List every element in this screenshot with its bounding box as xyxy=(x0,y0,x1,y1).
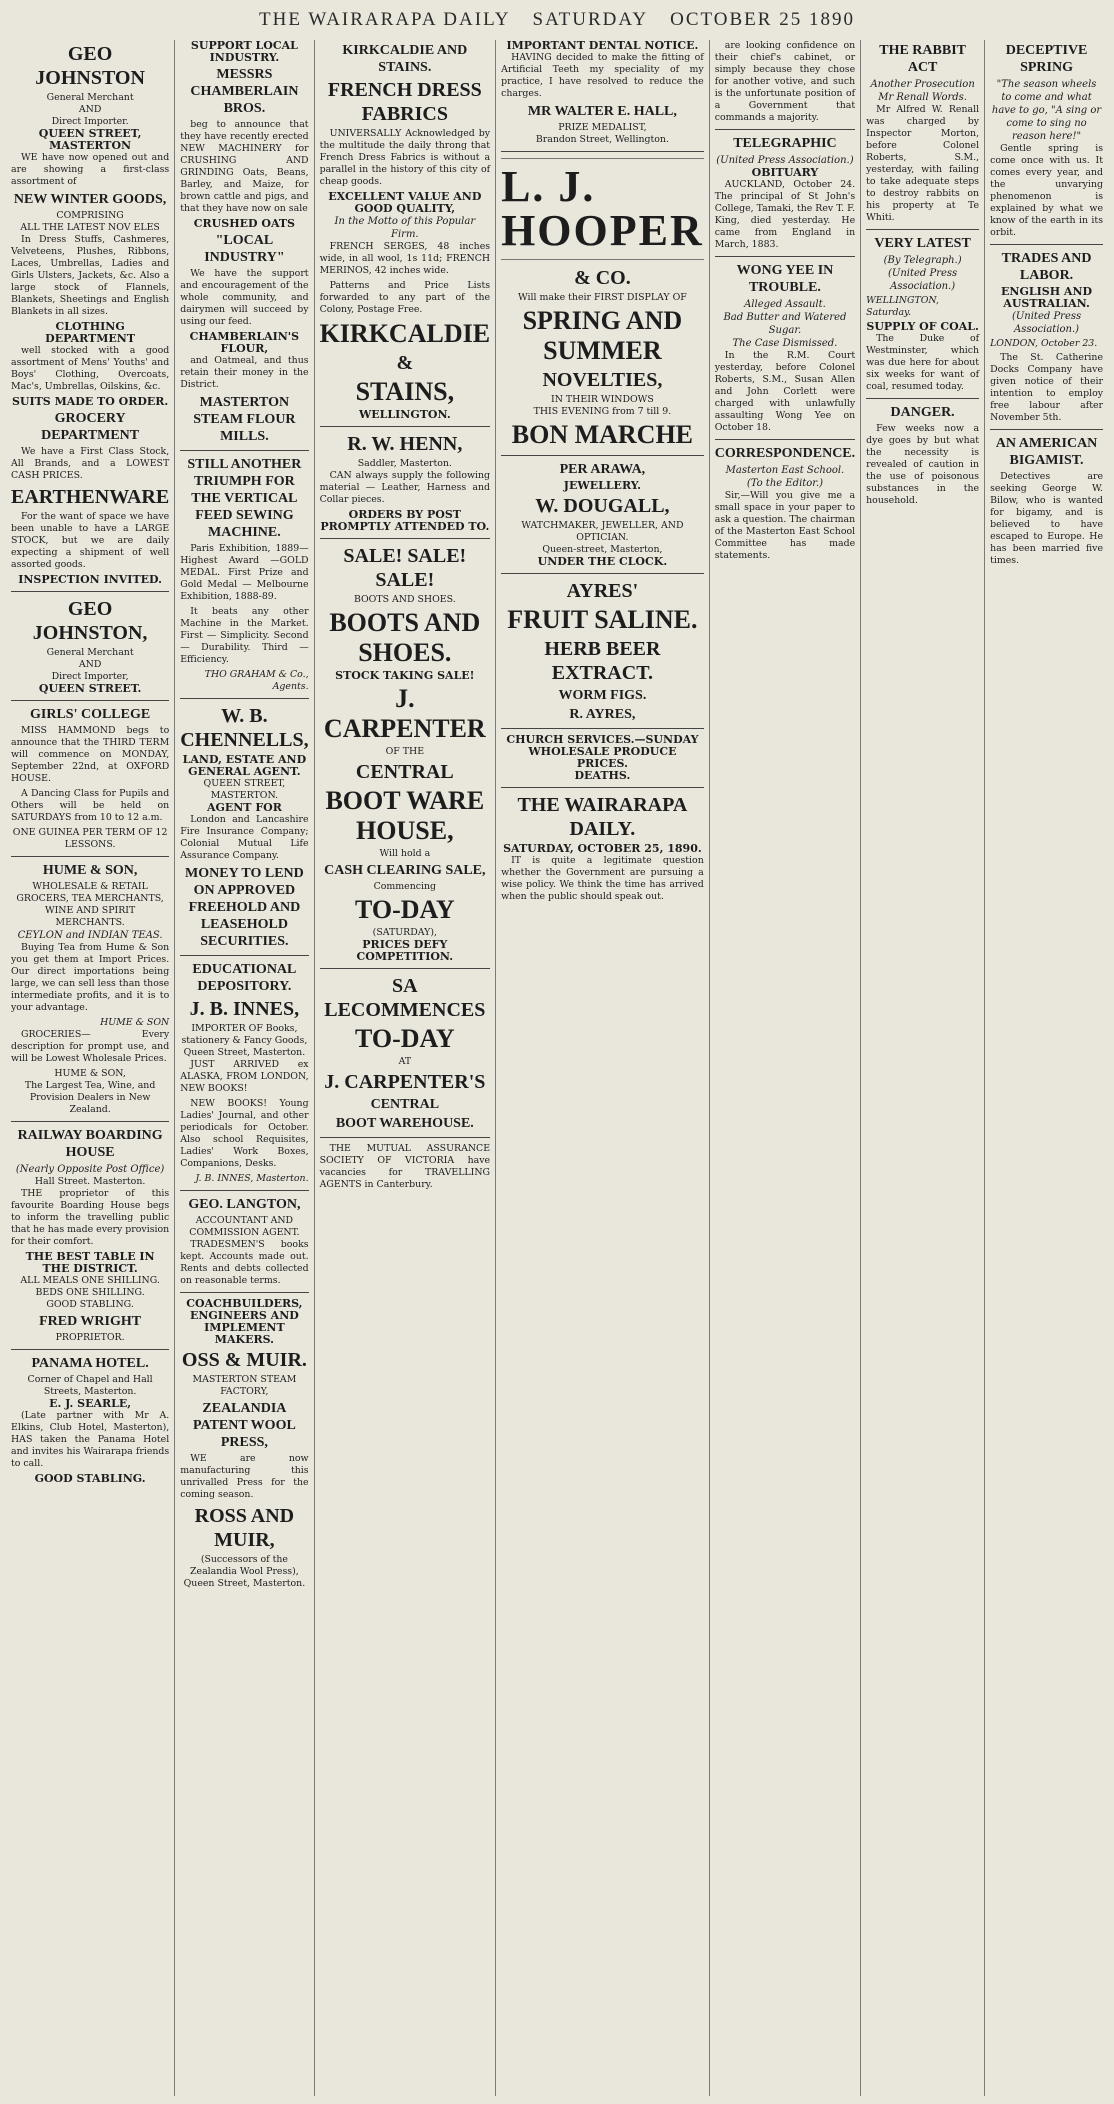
will-hold: Will hold a xyxy=(379,848,431,859)
case-dismissed: The Case Dismissed. xyxy=(732,338,838,349)
hume-and: HUME & SON, xyxy=(54,1068,126,1079)
local-industry-text: We have the support and encouragement of the whole community, and dairymen will succeed by using our feed. xyxy=(180,268,309,327)
hume-sub: WHOLESALE & RETAIL GROCERS, TEA MERCHANTS, WINE AND SPIRIT MERCHANTS. xyxy=(16,881,164,928)
langton-sub: ACCOUNTANT AND COMMISSION AGENT. xyxy=(189,1215,300,1238)
grocery-heading: GROCERY DEPARTMENT xyxy=(41,411,140,443)
hooper-name: L. J. HOOPER xyxy=(501,162,704,255)
grocery-text: We have a First Class Stock, All Brands, and a LOWEST CASH PRICES. xyxy=(11,446,170,481)
girls-college-fee: ONE GUINEA PER TERM OF 12 LESSONS. xyxy=(12,827,168,850)
ross-addr: (Successors of the Zealandia Wool Press), Queen Street, Masterton. xyxy=(183,1554,306,1589)
hooper-logo xyxy=(501,158,704,260)
hume-groceries: GROCERIES— Every description for prompt use, and will be Lowest Wholesale Prices. xyxy=(11,1029,170,1064)
cash-clearing: CASH CLEARING SALE, xyxy=(324,863,486,878)
railway-text: THE proprietor of this favourite Boarding House begs to inform the travelling public that he has made every provision for their comfort. xyxy=(11,1188,170,1247)
corr-text: Sir,—Will you give me a small space in your paper to ask a question. The chairman of the Masterton East School Committee has made statements. xyxy=(714,490,856,561)
french-dress: FRENCH DRESS FABRICS xyxy=(327,79,482,125)
geo-place: QUEEN STREET, MASTERTON xyxy=(38,127,142,152)
carpenter: J. CARPENTER xyxy=(323,684,486,743)
kirkcaldie-heading: KIRKCALDIE AND STAINS. xyxy=(342,43,468,75)
innes-street: Queen Street, Masterton. xyxy=(183,1047,306,1058)
danger: DANGER. xyxy=(890,405,955,420)
deceptive-spring: DECEPTIVE SPRING xyxy=(1005,43,1088,75)
earthenware-heading: EARTHENWARE xyxy=(11,486,170,508)
bad-butter: Bad Butter and Watered Sugar. xyxy=(723,312,847,336)
hooper-co: & CO. xyxy=(574,267,631,289)
hall-addr: Brandon Street, Wellington. xyxy=(535,134,669,145)
today-2: TO-DAY xyxy=(354,1024,455,1053)
comprising: COMPRISING xyxy=(56,210,124,221)
ceylon-teas: CEYLON and INDIAN TEAS. xyxy=(17,930,163,941)
rabbit-text: Mr Alfred W. Renall was charged by Inspector Morton, before Colonel Roberts, S.M., yesterday, with failing to take adequate steps to destroy rabbits on his property at Te Whiti. xyxy=(866,104,980,223)
column-1 xyxy=(6,40,174,2096)
support-local: SUPPORT LOCAL INDUSTRY. xyxy=(190,39,298,64)
alleged-assault: Alleged Assault. xyxy=(744,299,826,310)
panama-stable: GOOD STABLING. xyxy=(34,1472,146,1485)
railway-meals: ALL MEALS ONE SHILLING. BEDS ONE SHILLING. xyxy=(20,1275,160,1298)
wong-yee: WONG YEE IN TROUBLE. xyxy=(736,263,834,295)
per-arawa: PER ARAWA, xyxy=(559,462,646,477)
hooper-text: Will make their FIRST DISPLAY OF xyxy=(518,292,687,303)
henn-text: CAN always supply the following material — Leather, Harness and Collar pieces. xyxy=(319,470,491,505)
chennells-sub: LAND, ESTATE AND GENERAL AGENT. xyxy=(182,753,307,778)
carpenters: J. CARPENTER'S xyxy=(324,1071,486,1093)
masterton-steam: MASTERTON STEAM FLOUR MILLS. xyxy=(193,395,296,444)
hume-heading: HUME & SON, xyxy=(42,863,138,878)
masthead-date: OCTOBER 25 1890 xyxy=(670,9,855,30)
girls-college-note: A Dancing Class for Pupils and Others will be held on SATURDAYS from 10 to 12 a.m. xyxy=(11,788,170,823)
agent-list: London and Lancashire Fire Insurance Company; Colonial Mutual Life Assurance Company. xyxy=(180,814,309,861)
herb-beer: HERB BEER EXTRACT. xyxy=(544,638,661,684)
hall-sub: PRIZE MEDALIST, xyxy=(558,122,647,133)
railway-table: THE BEST TABLE IN THE DISTRICT. xyxy=(25,1250,155,1275)
telegraphic: TELEGRAPHIC xyxy=(733,136,837,151)
prices-defy: PRICES DEFY COMPETITION. xyxy=(356,938,454,963)
kirkcaldie-logo: KIRKCALDIE xyxy=(319,319,491,348)
boots-shoes: BOOTS AND SHOES. xyxy=(329,608,481,667)
poem-text: Gentle spring is come once with us. It comes every year, and the unvarying phenomenon is explained by what we know of the earth in its orbit. xyxy=(990,143,1104,238)
by-telegraph: (By Telegraph.) xyxy=(883,255,962,266)
editorial: IT is quite a legitimate question whether the Government are pursuing a wise policy. We think the time has arrived when the public should speak out. xyxy=(501,855,704,902)
obituary: OBITUARY xyxy=(751,166,819,179)
oss-muir: OSS & MUIR. xyxy=(181,1349,307,1371)
daily-name: THE WAIRARAPA DAILY. xyxy=(517,794,688,840)
trades-labor: TRADES AND LABOR. xyxy=(1001,251,1092,283)
henn-heading: R. W. HENN, xyxy=(347,433,463,455)
of-the: OF THE xyxy=(385,746,425,757)
saturday: (SATURDAY), xyxy=(372,927,437,938)
wellington-date: WELLINGTON, Saturday. xyxy=(866,295,939,318)
american-text: Detectives are seeking George W. Bilow, who is wanted for bigamy, and is believed to have escaped to Europe. He has been married five times. xyxy=(990,471,1104,566)
innes-sub: IMPORTER OF Books, stationery & Fancy Goods, xyxy=(181,1023,308,1046)
hume-text: Buying Tea from Hume & Son you get them at Import Prices. Our direct importations being large, we can sell less than those intermediate profits, and it is to your advantage. xyxy=(11,942,170,1013)
masthead-title: THE WAIRARAPA DAILY xyxy=(259,9,511,30)
stains-logo: STAINS, xyxy=(355,377,455,406)
clothing-dept: CLOTHING DEPARTMENT xyxy=(45,320,136,345)
masthead-day: SATURDAY xyxy=(532,9,649,30)
central-2: CENTRAL xyxy=(370,1097,440,1112)
sa-lecommences: SA LECOMMENCES xyxy=(324,975,486,1021)
all-latest: ALL THE LATEST NOV ELES xyxy=(20,222,160,233)
fruit-saline: FRUIT SALINE. xyxy=(507,605,698,634)
girls-college-heading: GIRLS' COLLEGE xyxy=(30,707,151,722)
panama-addr: Corner of Chapel and Hall Streets, Masterton. xyxy=(27,1374,153,1397)
under-clock: UNDER THE CLOCK. xyxy=(537,555,668,568)
very-latest: VERY LATEST xyxy=(874,236,971,251)
masthead xyxy=(0,0,1114,40)
coachbuilders: COACHBUILDERS, ENGINEERS AND IMPLEMENT MAKERS. xyxy=(186,1297,303,1346)
london-date: LONDON, October 23. xyxy=(990,338,1098,349)
spring-summer: SPRING AND SUMMER xyxy=(522,306,683,365)
railway-sub: (Nearly Opposite Post Office) xyxy=(15,1164,165,1175)
triumph-heading: STILL ANOTHER TRIUMPH FOR THE VERTICAL FEED SEWING MACHINE. xyxy=(187,457,302,540)
crushed-oats: CRUSHED OATS xyxy=(193,217,296,230)
danger-text: Few weeks now a dye goes by but what the necessity is revealed of caution in the use of poisonous substances in the household. xyxy=(866,423,980,506)
daily-date: SATURDAY, OCTOBER 25, 1890. xyxy=(503,842,702,855)
innes-sig: J. B. INNES, Masterton. xyxy=(195,1173,309,1184)
geo-johnston-heading-2: GEO JOHNSTON, xyxy=(32,598,148,644)
mutual-text: THE MUTUAL ASSURANCE SOCIETY OF VICTORIA have vacancies for TRAVELLING AGENTS in Canterbury. xyxy=(319,1143,491,1190)
another-prosecution: Another Prosecution xyxy=(870,79,975,90)
fred-wright: FRED WRIGHT xyxy=(39,1314,142,1329)
renall-words: Mr Renall Words. xyxy=(878,92,967,103)
chennells-street: QUEEN STREET, MASTERTON. xyxy=(203,778,286,801)
deaths: DEATHS. xyxy=(574,769,631,782)
stock-taking: STOCK TAKING SALE! xyxy=(335,669,475,682)
railway-stable: GOOD STABLING. xyxy=(46,1299,134,1310)
poem: "The season wheels to come and what have to go, "A sing or come to sing no reason here!" xyxy=(991,79,1102,142)
geo-role: General Merchant xyxy=(46,92,134,103)
jewellery: JEWELLERY. xyxy=(563,479,642,492)
columns xyxy=(6,40,1108,2096)
hume-addr: The Largest Tea, Wine, and Provision Dealers in New Zealand. xyxy=(24,1080,156,1115)
boots-and-shoes: BOOTS AND SHOES. xyxy=(353,594,456,605)
suits-made: SUITS MADE TO ORDER. xyxy=(11,395,169,408)
girls-college-text: MISS HAMMOND begs to announce that the THIRD TERM will commence on MONDAY, September 22nd, at OXFORD HOUSE. xyxy=(11,725,170,784)
dougall-sub: WATCHMAKER, JEWELLER, AND OPTICIAN. xyxy=(521,520,684,543)
dental-heading: IMPORTANT DENTAL NOTICE. xyxy=(506,39,699,52)
geo-importer: Direct Importer. xyxy=(51,116,129,127)
inspection-invited: INSPECTION INVITED. xyxy=(18,573,162,586)
ayres-heading: AYRES' xyxy=(566,580,639,602)
english-australian: ENGLISH AND AUSTRALIAN. xyxy=(1001,285,1093,310)
oss-sub: MASTERTON STEAM FACTORY, xyxy=(192,1374,297,1397)
supply-coal: SUPPLY OF COAL. xyxy=(866,320,979,333)
sale-heading: SALE! SALE! SALE! xyxy=(343,545,467,591)
evening: THIS EVENING from 7 till 9. xyxy=(533,406,672,417)
popular-motto: In the Motto of this Popular Firm. xyxy=(334,216,476,240)
rabbit-act: THE RABBIT ACT xyxy=(879,43,966,75)
innes-arrived: JUST ARRIVED ex ALASKA, FROM LONDON, NEW BOOKS! xyxy=(180,1059,309,1094)
henn-sub: Saddler, Masterton. xyxy=(357,458,452,469)
worm-figs: WORM FIGS. xyxy=(558,688,647,703)
excellent-value: EXCELLENT VALUE AND GOOD QUALITY, xyxy=(328,190,482,215)
chennells-heading: W. B. CHENNELLS, xyxy=(180,705,309,751)
clothing-text: well stocked with a good assortment of Mens' Youths' and Boys' Clothing, Overcoats, Mac's, Umbrellas, Oilskins, &c. xyxy=(11,345,170,392)
triumph-agent: THO GRAHAM & Co., Agents. xyxy=(204,669,309,692)
innes-text: NEW BOOKS! Young Ladies' Journal, and other periodicals for October. Also school Requisites, Ladies' Work Boxes, Companions, Desks. xyxy=(180,1098,309,1169)
zealandia-heading: ZEALANDIA PATENT WOOL PRESS, xyxy=(192,1401,296,1450)
central: CENTRAL xyxy=(355,761,454,783)
patterns-text: Patterns and Price Lists forwarded to any part of the Colony, Postage Free. xyxy=(319,280,491,315)
panama-prop: E. J. SEARLE, xyxy=(49,1397,132,1410)
railway-heading: RAILWAY BOARDING HOUSE xyxy=(17,1128,163,1160)
boot-warehouse: BOOT WAREHOUSE. xyxy=(335,1116,474,1131)
fred-role: PROPRIETOR. xyxy=(55,1332,125,1343)
geo-johnston-heading: GEO JOHNSTON xyxy=(35,43,145,89)
today: TO-DAY xyxy=(354,895,455,924)
zealandia-text: WE are now manufacturing this unrivalled Press for the coming season. xyxy=(180,1453,309,1500)
col5-text: are looking confidence on their chief's cabinet, or simply because they chose for another votive, and such is the unfortunate position of a Government that commands a majority. xyxy=(714,40,856,123)
kirkcaldie-amp: & xyxy=(396,352,414,374)
railway-street: Hall Street. Masterton. xyxy=(34,1176,146,1187)
ayres-name: R. AYRES, xyxy=(569,707,636,722)
boot-ware-house: BOOT WARE HOUSE, xyxy=(325,786,485,845)
column-3 xyxy=(314,40,495,2096)
money-to-lend: MONEY TO LEND ON APPROVED FREEHOLD AND LEASEHOLD SECURITIES. xyxy=(185,866,304,949)
oatmeal-text: and Oatmeal, and thus retain their money in the District. xyxy=(180,355,309,390)
trades-text: The St. Catherine Docks Company have given notice of their intention to employ free labour after November 5th. xyxy=(990,352,1104,423)
coal-text: The Duke of Westminster, which was due here for about six weeks for want of coal, resumed today. xyxy=(866,333,980,392)
educational-depository: EDUCATIONAL DEPOSITORY. xyxy=(192,962,297,994)
kirk-wellington: WELLINGTON. xyxy=(358,408,451,421)
serges-text: FRENCH SERGES, 48 inches wide, in all wool, 1s 11d; FRENCH MERINOS, 42 inches wide. xyxy=(319,241,491,276)
column-2 xyxy=(174,40,313,2096)
column-7 xyxy=(984,40,1108,2096)
correspondence: CORRESPONDENCE. xyxy=(714,446,856,461)
geo-intro: WE have now opened out and are showing a first-class assortment of xyxy=(11,152,170,187)
obituary-text: AUCKLAND, October 24. The principal of St John's College, Tamaki, the Rev T. F. King, died yesterday. He came from England in March, 1883. xyxy=(714,179,856,250)
united-press-2: (United Press Association.) xyxy=(888,268,958,292)
dougall-street: Queen-street, Masterton, xyxy=(542,544,663,555)
column-4 xyxy=(495,40,709,2096)
local-industry: "LOCAL INDUSTRY" xyxy=(204,233,285,265)
bon-marche: BON MARCHE xyxy=(511,420,694,449)
dental-text: HAVING decided to make the fitting of Artificial Teeth my speciality of my practice, I have resolved to reduce the charges. xyxy=(501,52,704,99)
case-text: In the R.M. Court yesterday, before Colonel Roberts, S.M., Susan Allen and John Corlett were charged with unlawfully assaulting Wong Yee on October 18. xyxy=(714,350,856,433)
united-press-3: (United Press Association.) xyxy=(1011,311,1082,335)
agent-for: AGENT FOR xyxy=(206,801,282,814)
triumph-more: It beats any other Machine in the Market. First — Simplicity. Second — Durability. Third — Efficiency. xyxy=(180,606,309,665)
column-5 xyxy=(709,40,860,2096)
windows: IN THEIR WINDOWS xyxy=(551,394,654,405)
new-goods-heading: NEW WINTER GOODS, xyxy=(13,192,167,207)
at: AT xyxy=(398,1056,412,1067)
united-press: (United Press Association.) xyxy=(716,155,854,166)
hall-heading: MR WALTER E. HALL, xyxy=(527,104,677,119)
orders-post: ORDERS BY POST PROMPTLY ATTENDED TO. xyxy=(320,508,490,533)
geo-street: QUEEN STREET. xyxy=(38,682,142,695)
earthenware-text: For the want of space we have been unable to have a LARGE STOCK, but we are daily expecting a shipment of well assorted goods. xyxy=(11,511,170,570)
geo-role-2: General Merchant xyxy=(46,647,134,658)
east-school: Masterton East School. xyxy=(725,465,845,476)
langton-text: TRADESMEN'S books kept. Accounts made out. Rents and debts collected on reasonable terms. xyxy=(180,1239,309,1286)
innes-heading: J. B. INNES, xyxy=(189,998,300,1020)
chamberlain-text: beg to announce that they have recently erected NEW MACHINERY for CRUSHING AND GRINDING Oats, Beans, Barley, and Maize, for brown cattle and pigs, and that they have now on sale xyxy=(180,119,309,214)
langton-heading: GEO. LANGTON, xyxy=(188,1197,301,1212)
geo-and-2: AND xyxy=(78,659,102,670)
commencing: Commencing xyxy=(373,881,437,892)
ross-muir: ROSS AND MUIR, xyxy=(194,1505,295,1551)
produce-prices: WHOLESALE PRODUCE PRICES. xyxy=(528,745,677,770)
stock-list: In Dress Stuffs, Cashmeres, Velveteens, Plushes, Ribbons, Laces, Umbrellas, Ladies and Girls Ulsters, Jackets, &c. Also a large stock of Flannels, Blankets, Sheetings and English Blankets in all sizes. xyxy=(11,234,170,317)
hume-sig: HUME & SON xyxy=(100,1017,170,1028)
geo-and: AND xyxy=(78,104,102,115)
to-editor: (To the Editor.) xyxy=(746,478,824,489)
french-text: UNIVERSALLY Acknowledged by the multitude the daily throng that French Dress Fabrics is without a parallel in the history of this city of cheap goods. xyxy=(319,128,491,187)
geo-importer-2: Direct Importer, xyxy=(51,671,129,682)
novelties: NOVELTIES, xyxy=(542,369,663,391)
panama-text: (Late partner with Mr A. Elkins, Club Hotel, Masterton), HAS taken the Panama Hotel and invites his Wairarapa friends to call. xyxy=(11,1410,170,1469)
american-bigamist: AN AMERICAN BIGAMIST. xyxy=(995,436,1098,468)
oatmeal: CHAMBERLAIN'S FLOUR, xyxy=(189,330,300,355)
chamberlain-heading: MESSRS CHAMBERLAIN BROS. xyxy=(190,67,299,116)
panama-heading: PANAMA HOTEL. xyxy=(31,1356,149,1371)
dougall-heading: W. DOUGALL, xyxy=(535,495,670,517)
column-6 xyxy=(860,40,984,2096)
triumph-text: Paris Exhibition, 1889—Highest Award —GOLD MEDAL. First Prize and Gold Medal — Melbourne Exhibition, 1888-89. xyxy=(180,543,309,602)
church-services: CHURCH SERVICES.—SUNDAY xyxy=(506,733,699,746)
